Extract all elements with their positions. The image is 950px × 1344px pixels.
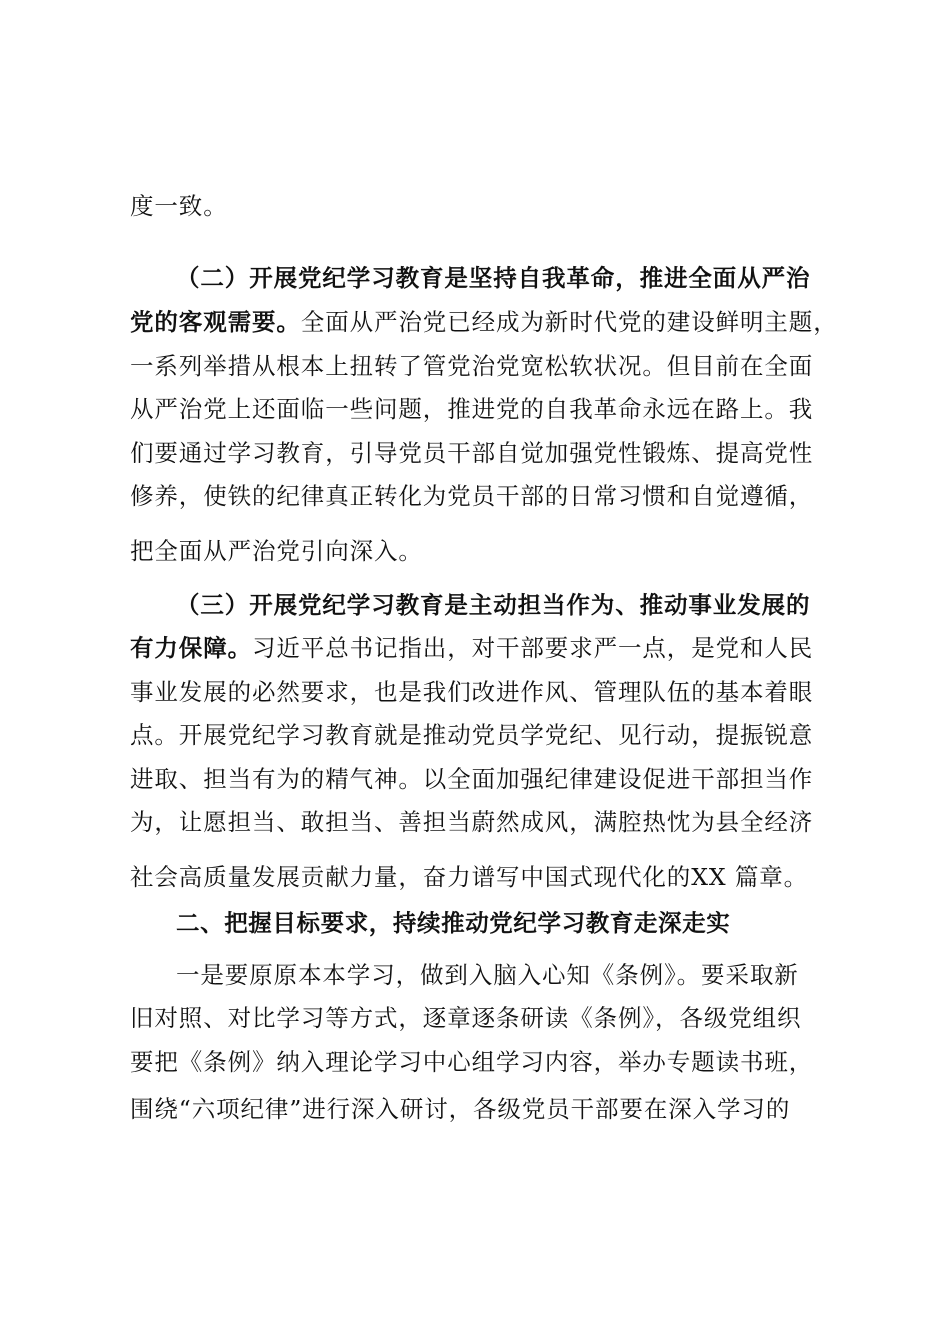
body-text: 一系列举措从根本上扭转了管党治党宽松软状况。但目前在全面 <box>130 352 814 380</box>
paragraph-line <box>130 393 813 425</box>
body-text: 进取、担当有为的精气神。以全面加强纪律建设促进干部担当作 <box>130 765 814 793</box>
paragraph-line <box>130 190 228 222</box>
section-title: （三）开展党纪学习教育是主动担当作为、推动事业发展的 <box>176 591 811 619</box>
paragraph-line <box>130 535 423 567</box>
body-text: 修养，使铁的纪律真正转化为党员干部的日常习惯和自觉遵循， <box>130 482 814 510</box>
paragraph-line <box>130 1046 813 1078</box>
paragraph-line <box>130 1002 801 1034</box>
section-title-line <box>176 589 810 621</box>
body-text: 为，让愿担当、敢担当、善担当蔚然成风，满腔热忱为县全经济 <box>130 808 814 836</box>
paragraph-line <box>130 1093 790 1125</box>
section-title-cont: 有力保障。 <box>130 634 252 662</box>
body-text: 从严治党上还面临一些问题，推进党的自我革命永远在路上。我 <box>130 395 814 423</box>
chapter-heading-line <box>176 907 730 939</box>
body-text: 们要通过学习教育，引导党员干部自觉加强党性锻炼、提高党性 <box>130 439 814 467</box>
body-text: 习近平总书记指出，对干部要求严一点，是党和人民 <box>252 634 814 662</box>
section-title-cont: 党的客观需要。 <box>130 308 301 336</box>
paragraph-line <box>130 719 813 751</box>
paragraph-line <box>130 437 813 469</box>
paragraph-line <box>130 306 838 338</box>
paragraph-line <box>130 763 813 795</box>
paragraph-line <box>130 806 813 838</box>
section-title: （二）开展党纪学习教育是坚持自我革命，推进全面从严治 <box>176 264 811 292</box>
body-text: 社会高质量发展贡献力量，奋力谱写中国式现代化的XX 篇章。 <box>130 863 809 891</box>
body-text: 事业发展的必然要求，也是我们改进作风、管理队伍的基本着眼 <box>130 678 814 706</box>
chapter-heading: 二、把握目标要求，持续推动党纪学习教育走深走实 <box>176 909 731 937</box>
body-text: 一是要原原本本学习，做到入脑入心知《条例》。要采取新 <box>176 961 799 989</box>
paragraph-line <box>130 480 813 512</box>
body-text: 旧对照、对比学习等方式，逐章逐条研读《条例》，各级党组织 <box>130 1004 802 1032</box>
body-text: 度一致。 <box>130 192 228 220</box>
body-text: 围绕“六项纪律”进行深入研讨，各级党员干部要在深入学习的 <box>130 1095 791 1123</box>
paragraph-line <box>130 861 808 893</box>
paragraph-line <box>130 632 813 664</box>
paragraph-line <box>176 959 799 991</box>
body-text: 点。开展党纪学习教育就是推动党员学党纪、见行动，提振锐意 <box>130 721 814 749</box>
body-text: 把全面从严治党引向深入。 <box>130 537 423 565</box>
body-text: 全面从严治党已经成为新时代党的建设鲜明主题， <box>300 308 838 336</box>
paragraph-line <box>130 350 813 382</box>
section-title-line <box>176 262 810 294</box>
body-text: 要把《条例》纳入理论学习中心组学习内容，举办专题读书班， <box>130 1048 814 1076</box>
paragraph-line <box>130 676 813 708</box>
